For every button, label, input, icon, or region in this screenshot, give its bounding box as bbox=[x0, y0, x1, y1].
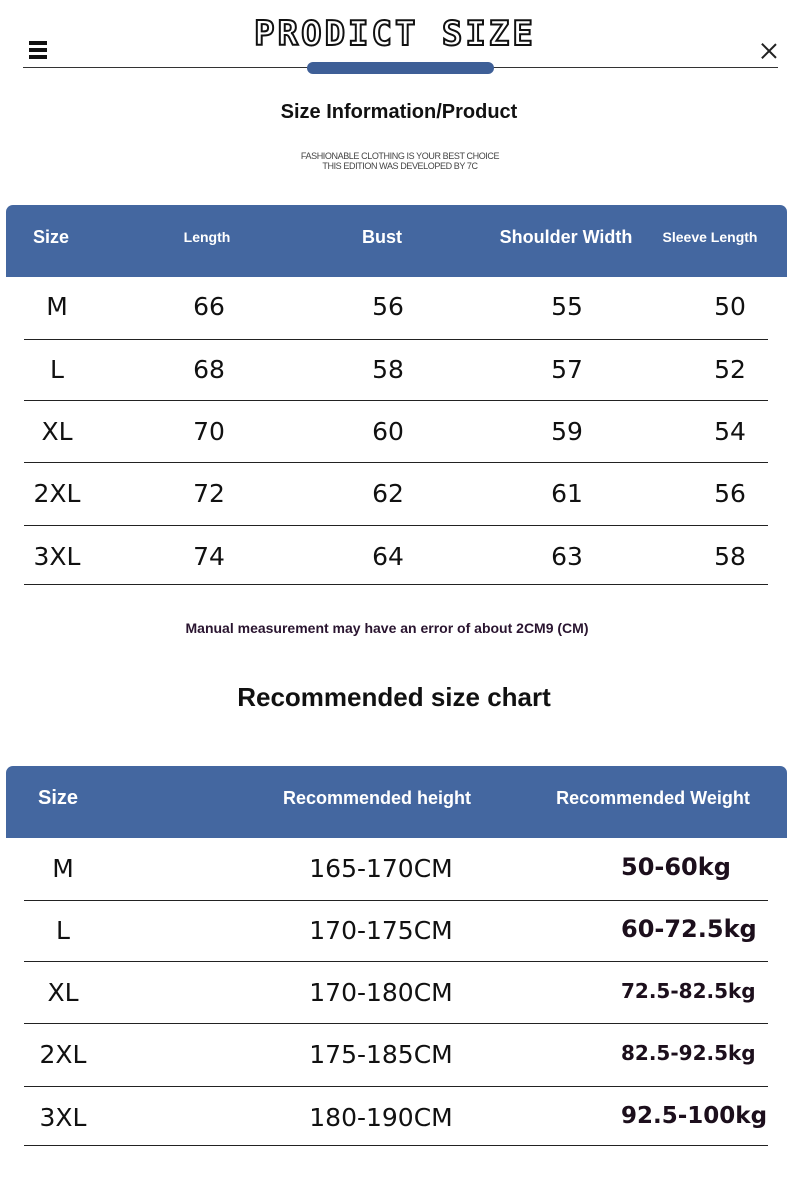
table-cell: L bbox=[50, 355, 64, 384]
col-recommended-height: Recommended height bbox=[282, 788, 472, 808]
table-cell: 82.5-92.5kg bbox=[621, 1041, 756, 1065]
logo-underline-bar bbox=[307, 62, 494, 74]
table-cell: 60 bbox=[372, 417, 404, 446]
table-cell: 2XL bbox=[39, 1040, 87, 1069]
col-bust: Bust bbox=[362, 227, 402, 247]
table-cell: 61 bbox=[551, 479, 583, 508]
measurement-note: Manual measurement may have an error of about 2CM9 (CM) bbox=[185, 620, 589, 636]
table-cell: 170-175CM bbox=[309, 916, 453, 945]
table-cell: 56 bbox=[714, 479, 746, 508]
table-cell: 170-180CM bbox=[309, 978, 453, 1007]
table-cell: XL bbox=[47, 978, 79, 1007]
table-cell: 3XL bbox=[39, 1103, 87, 1132]
table-cell: 72 bbox=[193, 479, 225, 508]
table-cell: 56 bbox=[372, 292, 404, 321]
table-cell: 62 bbox=[372, 479, 404, 508]
table-cell: 57 bbox=[551, 355, 583, 384]
table-cell: XL bbox=[41, 417, 73, 446]
col-sleeve-length: Sleeve Length bbox=[662, 229, 758, 245]
close-icon[interactable] bbox=[760, 42, 778, 60]
table-cell: 58 bbox=[714, 542, 746, 571]
table-cell: 59 bbox=[551, 417, 583, 446]
size-info-title: Size Information/Product bbox=[280, 101, 518, 123]
table-cell: M bbox=[52, 854, 74, 883]
table-cell: 68 bbox=[193, 355, 225, 384]
table-cell: 3XL bbox=[33, 542, 81, 571]
recommended-title: Recommended size chart bbox=[237, 682, 551, 712]
table-cell: L bbox=[56, 916, 70, 945]
table-cell: 70 bbox=[193, 417, 225, 446]
table-cell: 50 bbox=[714, 292, 746, 321]
col-recommended-weight: Recommended Weight bbox=[556, 788, 750, 808]
tagline-line2: THIS EDITION WAS DEVELOPED BY 7C bbox=[322, 161, 478, 171]
table-cell: 55 bbox=[551, 292, 583, 321]
col-shoulder-width: Shoulder Width bbox=[499, 227, 633, 247]
col-size: Size bbox=[37, 787, 79, 809]
table-cell: 63 bbox=[551, 542, 583, 571]
table-cell: 66 bbox=[193, 292, 225, 321]
table-cell: 72.5-82.5kg bbox=[621, 979, 756, 1003]
table-cell: 64 bbox=[372, 542, 404, 571]
table-cell: M bbox=[46, 292, 68, 321]
logo-title: PRODICT SIZE bbox=[254, 14, 536, 54]
tagline-line1: FASHIONABLE CLOTHING IS YOUR BEST CHOICE bbox=[300, 151, 500, 161]
table-cell: 2XL bbox=[33, 479, 81, 508]
table-cell: 58 bbox=[372, 355, 404, 384]
table-cell: 50-60kg bbox=[621, 853, 731, 881]
table-cell: 60-72.5kg bbox=[621, 915, 757, 943]
size-table-header bbox=[6, 205, 787, 277]
table-cell: 175-185CM bbox=[309, 1040, 453, 1069]
col-size: Size bbox=[32, 227, 70, 247]
row-divider bbox=[24, 1145, 768, 1146]
col-length: Length bbox=[183, 229, 231, 245]
row-divider bbox=[24, 584, 768, 585]
table-cell: 52 bbox=[714, 355, 746, 384]
table-cell: 180-190CM bbox=[309, 1103, 453, 1132]
table-cell: 74 bbox=[193, 542, 225, 571]
recommended-table-header bbox=[6, 766, 787, 838]
table-cell: 54 bbox=[714, 417, 746, 446]
table-cell: 165-170CM bbox=[309, 854, 453, 883]
table-cell: 92.5-100kg bbox=[621, 1103, 768, 1129]
